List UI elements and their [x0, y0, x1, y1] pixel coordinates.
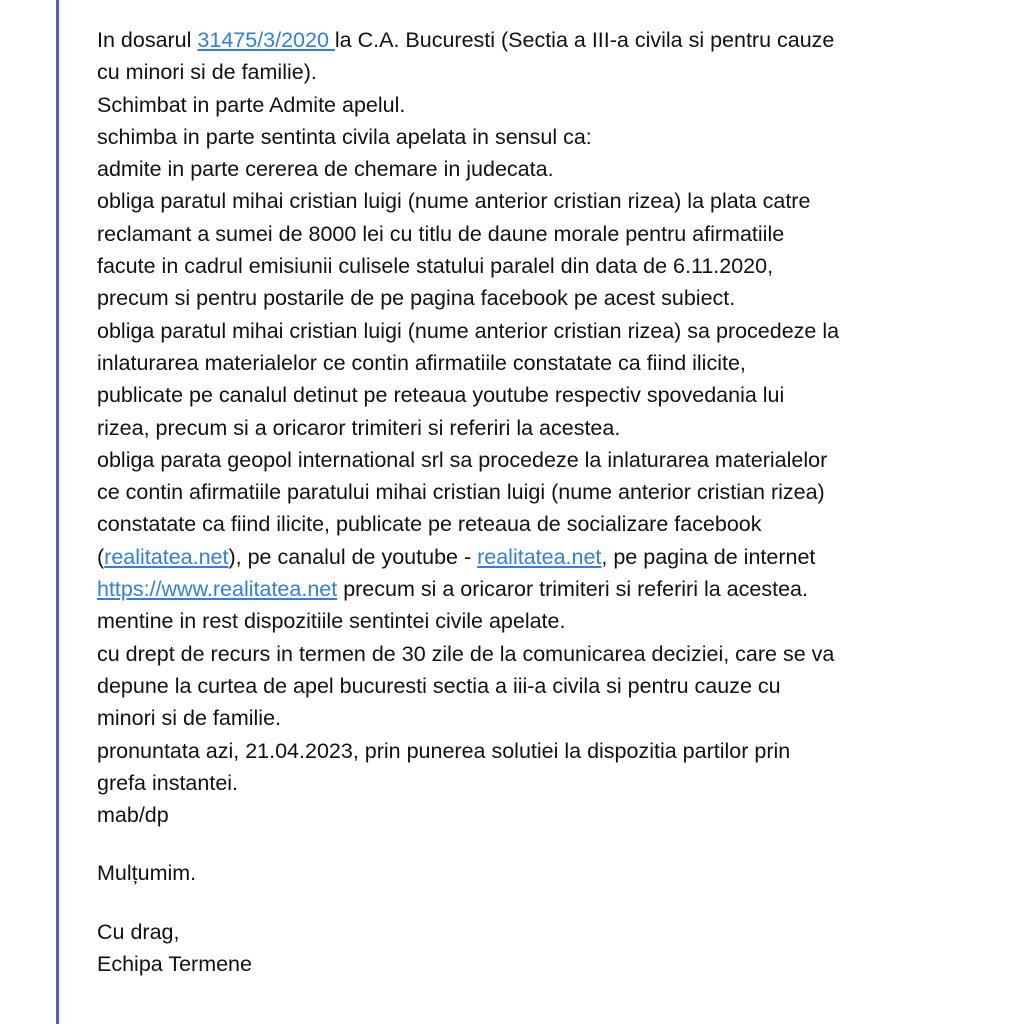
text-line: admite in parte cererea de chemare in judecata. [97, 157, 554, 182]
realitatea-facebook-link[interactable]: realitatea.net [104, 544, 229, 569]
case-court-text-cont: cu minori si de familie). [97, 60, 317, 85]
message-content [97, 24, 977, 980]
text-line: obliga paratul mihai cristian luigi (nume anterior cristian rizea) sa procedeze la [97, 318, 840, 343]
text-line: obliga paratul mihai cristian luigi (nume anterior cristian rizea) la plata catre [97, 189, 811, 214]
text-line: precum si pentru postarile de pe pagina facebook pe acest subiect. [97, 286, 736, 311]
thanks-text: Mulțumim. [97, 861, 197, 886]
case-number-link[interactable]: 31475/3/2020 [197, 28, 335, 52]
closing-text: Cu drag, [97, 919, 180, 944]
spacer [97, 831, 977, 857]
text-line: mab/dp [97, 803, 169, 828]
text-line: mentine in rest dispozitiile sentintei civile apelate. [97, 609, 566, 634]
text-line: Schimbat in parte Admite apelul. [97, 92, 406, 117]
youtube-text: ), pe canalul de youtube - [228, 544, 478, 569]
text-line: schimba in parte sentinta civila apelata in sensul ca: [97, 124, 592, 149]
text-line: constatate ca fiind ilicite, publicate pe reteaua de socializare facebook [97, 512, 762, 537]
spacer [97, 890, 977, 916]
realitatea-youtube-link[interactable]: realitatea.net [477, 544, 602, 569]
case-prefix: In dosarul [97, 28, 198, 52]
text-line: publicate pe canalul detinut pe reteaua youtube respectiv spovedania lui [97, 383, 785, 408]
url-trailing-text: precum si a oricaror trimiteri si referiri la acestea. [337, 577, 808, 602]
text-line: rizea, precum si a oricaror trimiteri si referiri la acestea. [97, 415, 621, 440]
text-line: ce contin afirmatiile paratului mihai cristian luigi (nume anterior cristian rizea) [97, 480, 825, 505]
case-court-text: la C.A. Bucuresti (Sectia a III-a civila si pentru cauze [334, 28, 835, 52]
url-line [97, 573, 977, 605]
text-line: depune la curtea de apel bucuresti sectia a iii-a civila si pentru cauze cu [97, 673, 781, 698]
text-line: obliga parata geopol international srl sa procedeze la inlaturarea materialelor [97, 447, 828, 472]
text-line: pronuntata azi, 21.04.2023, prin punerea solutiei la dispozitia partilor prin [97, 738, 791, 763]
text-line: cu drept de recurs in termen de 30 zile de la comunicarea deciziei, care se va [97, 641, 835, 666]
text-line: facute in cadrul emisiunii culisele statului paralel din data de 6.11.2020, [97, 254, 774, 279]
paren-open: ( [97, 544, 105, 569]
text-line: minori si de familie. [97, 706, 281, 731]
case-intro-line [97, 24, 977, 56]
text-line: grefa instantei. [97, 770, 239, 795]
internet-text: , pe pagina de internet [601, 544, 816, 569]
text-line: reclamant a sumei de 8000 lei cu titlu de daune morale pentru afirmatiile [97, 221, 785, 246]
links-line [97, 541, 977, 573]
realitatea-website-link[interactable]: https://www.realitatea.net [97, 577, 338, 602]
quote-bar [56, 0, 59, 1024]
text-line: inlaturarea materialelor ce contin afirmatiile constatate ca fiind ilicite, [97, 350, 746, 375]
signature-text: Echipa Termene [97, 952, 252, 977]
